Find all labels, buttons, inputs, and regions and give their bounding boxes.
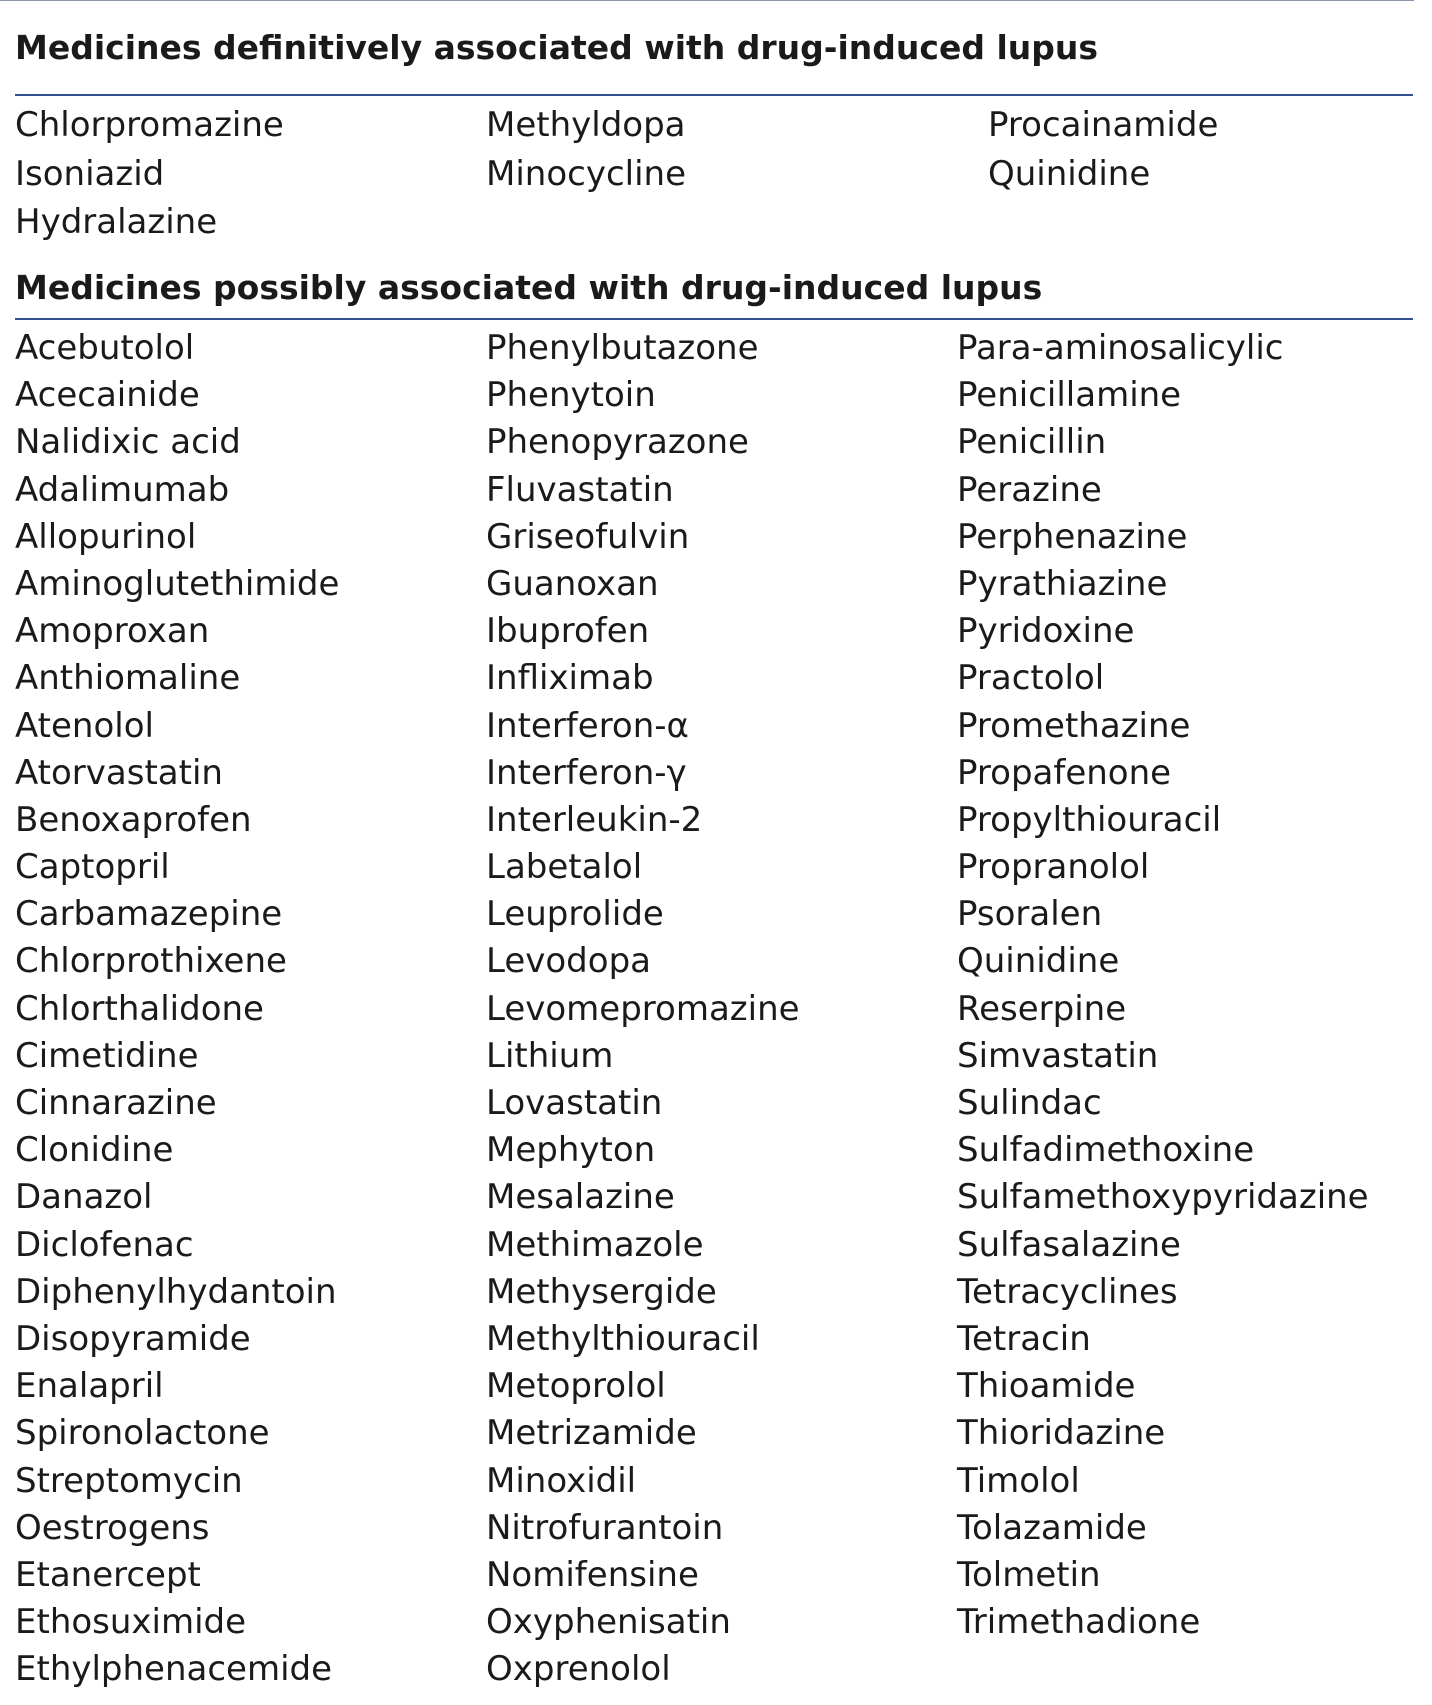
possible-column-1 — [15, 325, 339, 1693]
list-item: Procainamide — [988, 105, 1219, 145]
list-item: Psoralen — [957, 894, 1103, 935]
list-item: Chlorprothixene — [15, 941, 287, 982]
list-item: Labetalol — [486, 847, 643, 888]
list-item: Practolol — [957, 658, 1105, 699]
definitive-section-title: Medicines definitively associated with drug-induced lupus — [15, 28, 1099, 67]
list-item: Pyridoxine — [957, 611, 1135, 652]
list-item: Cimetidine — [15, 1035, 199, 1076]
list-item: Benoxaprofen — [15, 799, 252, 840]
list-item: Propranolol — [957, 847, 1150, 888]
list-item: Guanoxan — [486, 563, 659, 604]
list-item: Fluvastatin — [486, 469, 674, 510]
possible-column-2 — [486, 325, 800, 1693]
list-item: Trimethadione — [957, 1602, 1201, 1643]
list-item: Isoniazid — [15, 153, 165, 194]
list-item: Perazine — [957, 469, 1102, 510]
list-item: Pyrathiazine — [957, 563, 1168, 604]
list-item: Interferon-α — [486, 705, 689, 746]
possible-section — [15, 268, 1413, 1705]
list-item: Propafenone — [957, 752, 1172, 793]
possible-column-3 — [957, 325, 1369, 1646]
list-item: Ethosuximide — [15, 1602, 247, 1643]
list-item: Chlorthalidone — [15, 988, 264, 1029]
section-divider — [15, 94, 1413, 96]
list-item: Ethylphenacemide — [15, 1649, 333, 1690]
list-item: Levodopa — [486, 941, 651, 982]
list-item: Timolol — [957, 1460, 1080, 1501]
list-item: Lovastatin — [486, 1083, 663, 1123]
list-item: Penicillin — [957, 422, 1107, 463]
list-item: Enalapril — [15, 1366, 164, 1407]
definitive-column-1 — [15, 101, 284, 247]
list-item: Infliximab — [486, 658, 654, 699]
list-item: Lithium — [486, 1035, 614, 1076]
list-item: Clonidine — [15, 1130, 174, 1171]
list-item: Propylthiouracil — [957, 799, 1222, 840]
possible-section-title: Medicines possibly associated with drug-induced lupus — [15, 268, 1043, 307]
list-item: Methimazole — [486, 1224, 704, 1265]
list-item: Phenytoin — [486, 375, 656, 416]
list-item: Sulfasalazine — [957, 1224, 1181, 1265]
list-item: Phenylbutazone — [486, 328, 759, 368]
list-item: Thioridazine — [957, 1413, 1166, 1454]
list-item: Allopurinol — [15, 516, 197, 557]
list-item: Acebutolol — [15, 328, 195, 368]
list-item: Nalidixic acid — [15, 422, 241, 463]
list-item: Nitrofurantoin — [486, 1507, 724, 1548]
list-item: Spironolactone — [15, 1413, 270, 1454]
list-item: Tetracin — [957, 1318, 1091, 1359]
list-item: Levomepromazine — [486, 988, 800, 1029]
list-item: Metrizamide — [486, 1413, 697, 1454]
list-item: Atenolol — [15, 705, 154, 746]
list-item: Sulfamethoxypyridazine — [957, 1177, 1369, 1218]
list-item: Leuprolide — [486, 894, 664, 935]
list-item: Mesalazine — [486, 1177, 675, 1218]
list-item: Metoprolol — [486, 1366, 666, 1407]
list-item: Para-aminosalicylic — [957, 328, 1284, 368]
list-item: Carbamazepine — [15, 894, 283, 935]
top-rule — [0, 0, 1414, 1]
list-item: Ibuprofen — [486, 611, 650, 652]
list-item: Disopyramide — [15, 1318, 251, 1359]
list-item: Sulfadimethoxine — [957, 1130, 1255, 1171]
list-item: Nomifensine — [486, 1554, 699, 1595]
list-item: Phenopyrazone — [486, 422, 749, 463]
definitive-section — [15, 28, 1413, 251]
list-item: Hydralazine — [15, 202, 218, 242]
list-item: Methyldopa — [486, 105, 686, 145]
possible-list — [15, 325, 1413, 1705]
list-item: Griseofulvin — [486, 516, 690, 557]
list-item: Promethazine — [957, 705, 1191, 746]
list-item: Oxprenolol — [486, 1649, 671, 1690]
list-item: Methysergide — [486, 1271, 717, 1312]
section-divider — [15, 318, 1413, 320]
list-item: Danazol — [15, 1177, 153, 1218]
list-item: Minocycline — [486, 153, 686, 194]
list-item: Penicillamine — [957, 375, 1182, 416]
list-item: Sulindac — [957, 1083, 1102, 1123]
list-item: Adalimumab — [15, 469, 230, 510]
list-item: Streptomycin — [15, 1460, 243, 1501]
list-item: Diclofenac — [15, 1224, 194, 1265]
list-item: Minoxidil — [486, 1460, 637, 1501]
list-item: Acecainide — [15, 375, 200, 416]
list-item: Captopril — [15, 847, 170, 888]
list-item: Simvastatin — [957, 1035, 1159, 1076]
list-item: Quinidine — [988, 153, 1151, 194]
list-item: Aminoglutethimide — [15, 563, 340, 604]
list-item: Methylthiouracil — [486, 1318, 760, 1359]
list-item: Oxyphenisatin — [486, 1602, 731, 1643]
list-item: Etanercept — [15, 1554, 201, 1595]
list-item: Interleukin-2 — [486, 799, 703, 840]
list-item: Chlorpromazine — [15, 105, 284, 145]
list-item: Quinidine — [957, 941, 1120, 982]
list-item: Tetracyclines — [957, 1271, 1178, 1312]
definitive-column-3 — [988, 101, 1218, 198]
list-item: Perphenazine — [957, 516, 1188, 557]
definitive-list — [15, 101, 1413, 251]
list-item: Interferon-γ — [486, 752, 687, 793]
list-item: Cinnarazine — [15, 1083, 217, 1123]
list-item: Diphenylhydantoin — [15, 1271, 337, 1312]
list-item: Tolmetin — [957, 1554, 1101, 1595]
list-item: Anthiomaline — [15, 658, 241, 699]
list-item: Mephyton — [486, 1130, 656, 1171]
list-item: Tolazamide — [957, 1507, 1147, 1548]
definitive-column-2 — [486, 101, 686, 198]
list-item: Reserpine — [957, 988, 1127, 1029]
list-item: Thioamide — [957, 1366, 1136, 1407]
list-item: Oestrogens — [15, 1507, 210, 1548]
list-item: Amoproxan — [15, 611, 210, 652]
list-item: Atorvastatin — [15, 752, 223, 793]
